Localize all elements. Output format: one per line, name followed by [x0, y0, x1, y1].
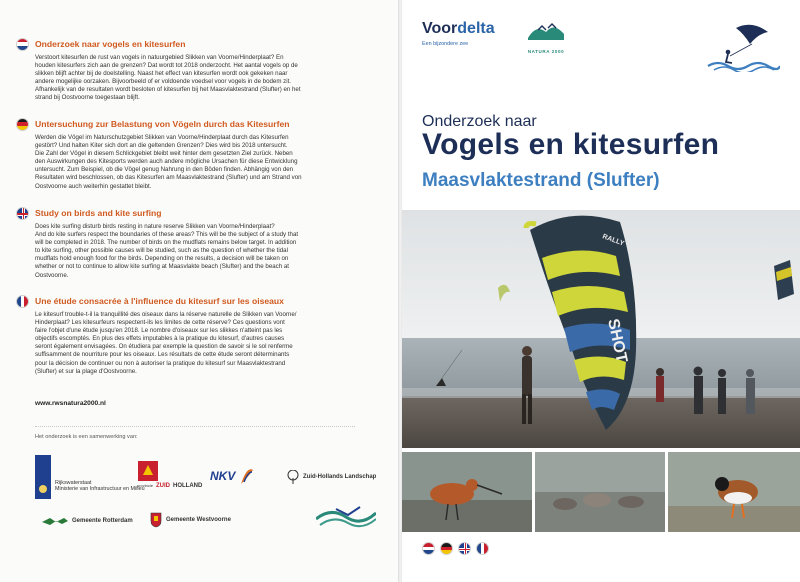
section-body — [35, 223, 387, 280]
body-line: Oostvoorne. — [35, 271, 69, 279]
logo-name: Gemeente Westvoorne — [166, 516, 231, 523]
turnstone-bird-image — [668, 452, 800, 532]
section-dutch — [16, 37, 388, 103]
body-line: Le kitesurf trouble-t-il la tranquillité des oiseaux dans la réserve naturelle de Slikken van Voorne/ — [35, 311, 297, 318]
voordelta-logo — [422, 20, 495, 38]
zuid-hollands-landschap-logo — [287, 470, 376, 484]
left-panel — [0, 0, 398, 582]
subtitle: Maasvlaktestrand (Slufter) — [422, 170, 660, 191]
section-body — [35, 134, 387, 191]
section-english — [16, 206, 388, 280]
natura-label: NATURA 2000 — [527, 49, 565, 54]
kite-brand-text: RALLY — [601, 233, 626, 248]
body-line: Die Zahl der Vögel in diesem Schlickgebiet bleibt weit hinter dem gesetzten Ziel zurück. Neben — [35, 150, 293, 158]
body-line: mudflats hold enough food for the birds. Depending on the results, a decision will be taken on — [35, 255, 289, 263]
logo-name: Gemeente Rotterdam — [72, 517, 133, 524]
body-line: strand bij Oostvoorne toegestaan blijft. — [35, 94, 140, 102]
body-line: den Auswirkungen des Kitesports werden auch andere mögliche Ursachen für diese Entwicklung — [35, 158, 298, 166]
nkv-kite-icon — [239, 466, 255, 486]
body-line: pour la décision de continuer ou non à autoriser la pratique du kitesurf sur Maasvlaktestrand — [35, 359, 286, 367]
section-title: Onderzoek naar vogels en kitesurfen — [35, 39, 186, 49]
body-line: will be completed in 2018. The number of birds on the mudflats remains below target. In addition — [35, 239, 297, 247]
section-body — [35, 54, 387, 103]
kite-brand-text: SHOT — [604, 317, 630, 365]
ducks-image — [535, 452, 665, 532]
title-kicker: Onderzoek naar — [422, 113, 537, 130]
dutch-flag-icon — [16, 38, 29, 51]
right-panel — [402, 0, 800, 582]
body-line: Resultaten wird beschlossen, ob das Kitesurfen am Maasvlaktestrand (Slufter) und am Strand von — [35, 174, 302, 182]
logo-subtitle: Ministerie van Infrastructuur en Milieu — [55, 486, 145, 492]
body-line: seront également envisagées. On étudiera par exemple la question de savoir si le sol renferme — [35, 343, 293, 351]
body-line: to kite surfing, other possible causes will be studied, such as the question of whether the tidal — [35, 247, 288, 255]
main-title: Vogels en kitesurfen — [422, 128, 720, 161]
section-title: Une étude consacrée à l'influence du kitesurf sur les oiseaux — [35, 296, 284, 306]
logo-name: Rijkswaterstaat — [55, 479, 92, 486]
kitesurfer-icon — [706, 22, 780, 72]
natura-wave-logo-icon — [316, 505, 376, 529]
body-line: Verstoort kitesurfen de rust van vogels in natuurgebied Slikken van Voorne/Hinderplaat? En — [35, 54, 284, 61]
provincie-zuid-holland-logo — [137, 460, 202, 489]
body-line: Oostvoorne auch weiterhin gestattet bleibt. — [35, 182, 152, 190]
tree-icon — [287, 470, 299, 484]
body-line: Does kite surfing disturb birds resting in nature reserve Slikken van Voorne/Hinderplaat? — [35, 223, 275, 230]
bird-silhouette-icon — [524, 20, 568, 44]
rotterdam-mark-icon — [42, 516, 68, 526]
rijkswaterstaat-emblem-icon — [35, 455, 51, 499]
logo-word: provincie — [137, 483, 154, 488]
body-line: Afhankelijk van de resultaten wordt besloten of kitesurfen bij het Maasvlaktestrand (Slufter) en het — [35, 86, 301, 94]
german-flag-icon — [440, 542, 453, 555]
language-flags — [422, 542, 489, 555]
uk-flag-icon — [458, 542, 471, 555]
body-line: untersucht. Zum Beispiel, ob die Vögel genug Nahrung in den Böden finden. Abhängig von den — [35, 166, 294, 174]
section-french — [16, 294, 388, 376]
divider — [35, 426, 355, 427]
tagline: Een bijzondere zee — [422, 41, 469, 47]
godwit-bird-image — [402, 452, 532, 532]
gemeente-westvoorne-logo — [150, 512, 231, 528]
westvoorne-crest-icon — [150, 512, 162, 528]
logo-word: HOLLAND — [173, 483, 203, 489]
body-line: objectifs escomptés. En plus des effets imputables à la pratique du kitesurf, d'autres causes — [35, 335, 285, 343]
body-line: andere mogelijke oorzaken. Bijvoorbeeld of er voldoende voedsel voor vogels in de bodem zit. — [35, 78, 292, 86]
body-line: houden kitesurfers zich aan de grenzen? Dat wordt tot 2018 onderzocht. Het aantal vogels op de — [35, 62, 298, 70]
godwit-photo — [402, 452, 532, 532]
bird-photo-strip — [402, 452, 800, 532]
logo-name: NKV — [210, 469, 236, 483]
brand-part: Voor — [422, 20, 458, 37]
section-title: Untersuchung zur Belastung von Vögeln durch das Kitesurfen — [35, 119, 290, 129]
body-line: Hinderplaat? Les kitesurfeurs respectent-ils les limites de cette réserve? Ces questions vont — [35, 319, 285, 327]
ducks-photo — [535, 452, 665, 532]
nkv-logo — [210, 466, 255, 486]
french-flag-icon — [476, 542, 489, 555]
gemeente-rotterdam-logo — [42, 516, 133, 526]
body-line: suffisamment de nourriture pour les oiseaux. Les résultats de cette étude seront déterminants — [35, 351, 290, 359]
brand-part: delta — [457, 20, 495, 37]
body-line: gestört? Und halten Kiter sich dort an die geltenden Grenzen? Dies wird bis 2018 untersucht. — [35, 142, 288, 150]
turnstone-photo — [668, 452, 800, 532]
website-link[interactable]: www.rwsnatura2000.nl — [35, 400, 106, 407]
body-line: Werden die Vögel im Naturschutzgebiet Slikken van Voorne/Hinderplaat durch das Kitesurfen — [35, 134, 289, 141]
body-line: slikken blijft achter bij de doelstelling. Naast het effect van kitesurfen wordt ook gekeken naar — [35, 70, 288, 78]
french-flag-icon — [16, 295, 29, 308]
body-line: faire l'objet d'une étude jusqu'en 2018. Le nombre d'oiseaux sur les slikkes n'atteint pas les — [35, 327, 283, 335]
kitesurf-photo — [402, 210, 800, 448]
natura-2000-logo — [524, 20, 568, 52]
body-line: And do kite surfers respect the boundaries of these areas? This will be the subject of a study that — [35, 231, 299, 239]
german-flag-icon — [16, 118, 29, 131]
dutch-flag-icon — [422, 542, 435, 555]
section-body — [35, 311, 387, 376]
provincie-shield-icon — [137, 460, 159, 482]
section-german — [16, 117, 388, 191]
rijkswaterstaat-logo — [35, 455, 145, 499]
body-line: whether or not to continue to allow kite surfing at Maasvlakte beach (Slufter) and the beach at — [35, 263, 289, 271]
collaboration-label: Het onderzoek is een samenwerking van: — [35, 434, 138, 440]
body-line: (Slufter) et sur la plage d'Oostvoorne. — [35, 367, 137, 375]
kite-beach-scene — [402, 210, 800, 448]
logo-word: ZUID — [156, 483, 171, 489]
logo-name: Zuid-Hollands Landschap — [303, 473, 377, 480]
uk-flag-icon — [16, 207, 29, 220]
section-title: Study on birds and kite surfing — [35, 208, 162, 218]
